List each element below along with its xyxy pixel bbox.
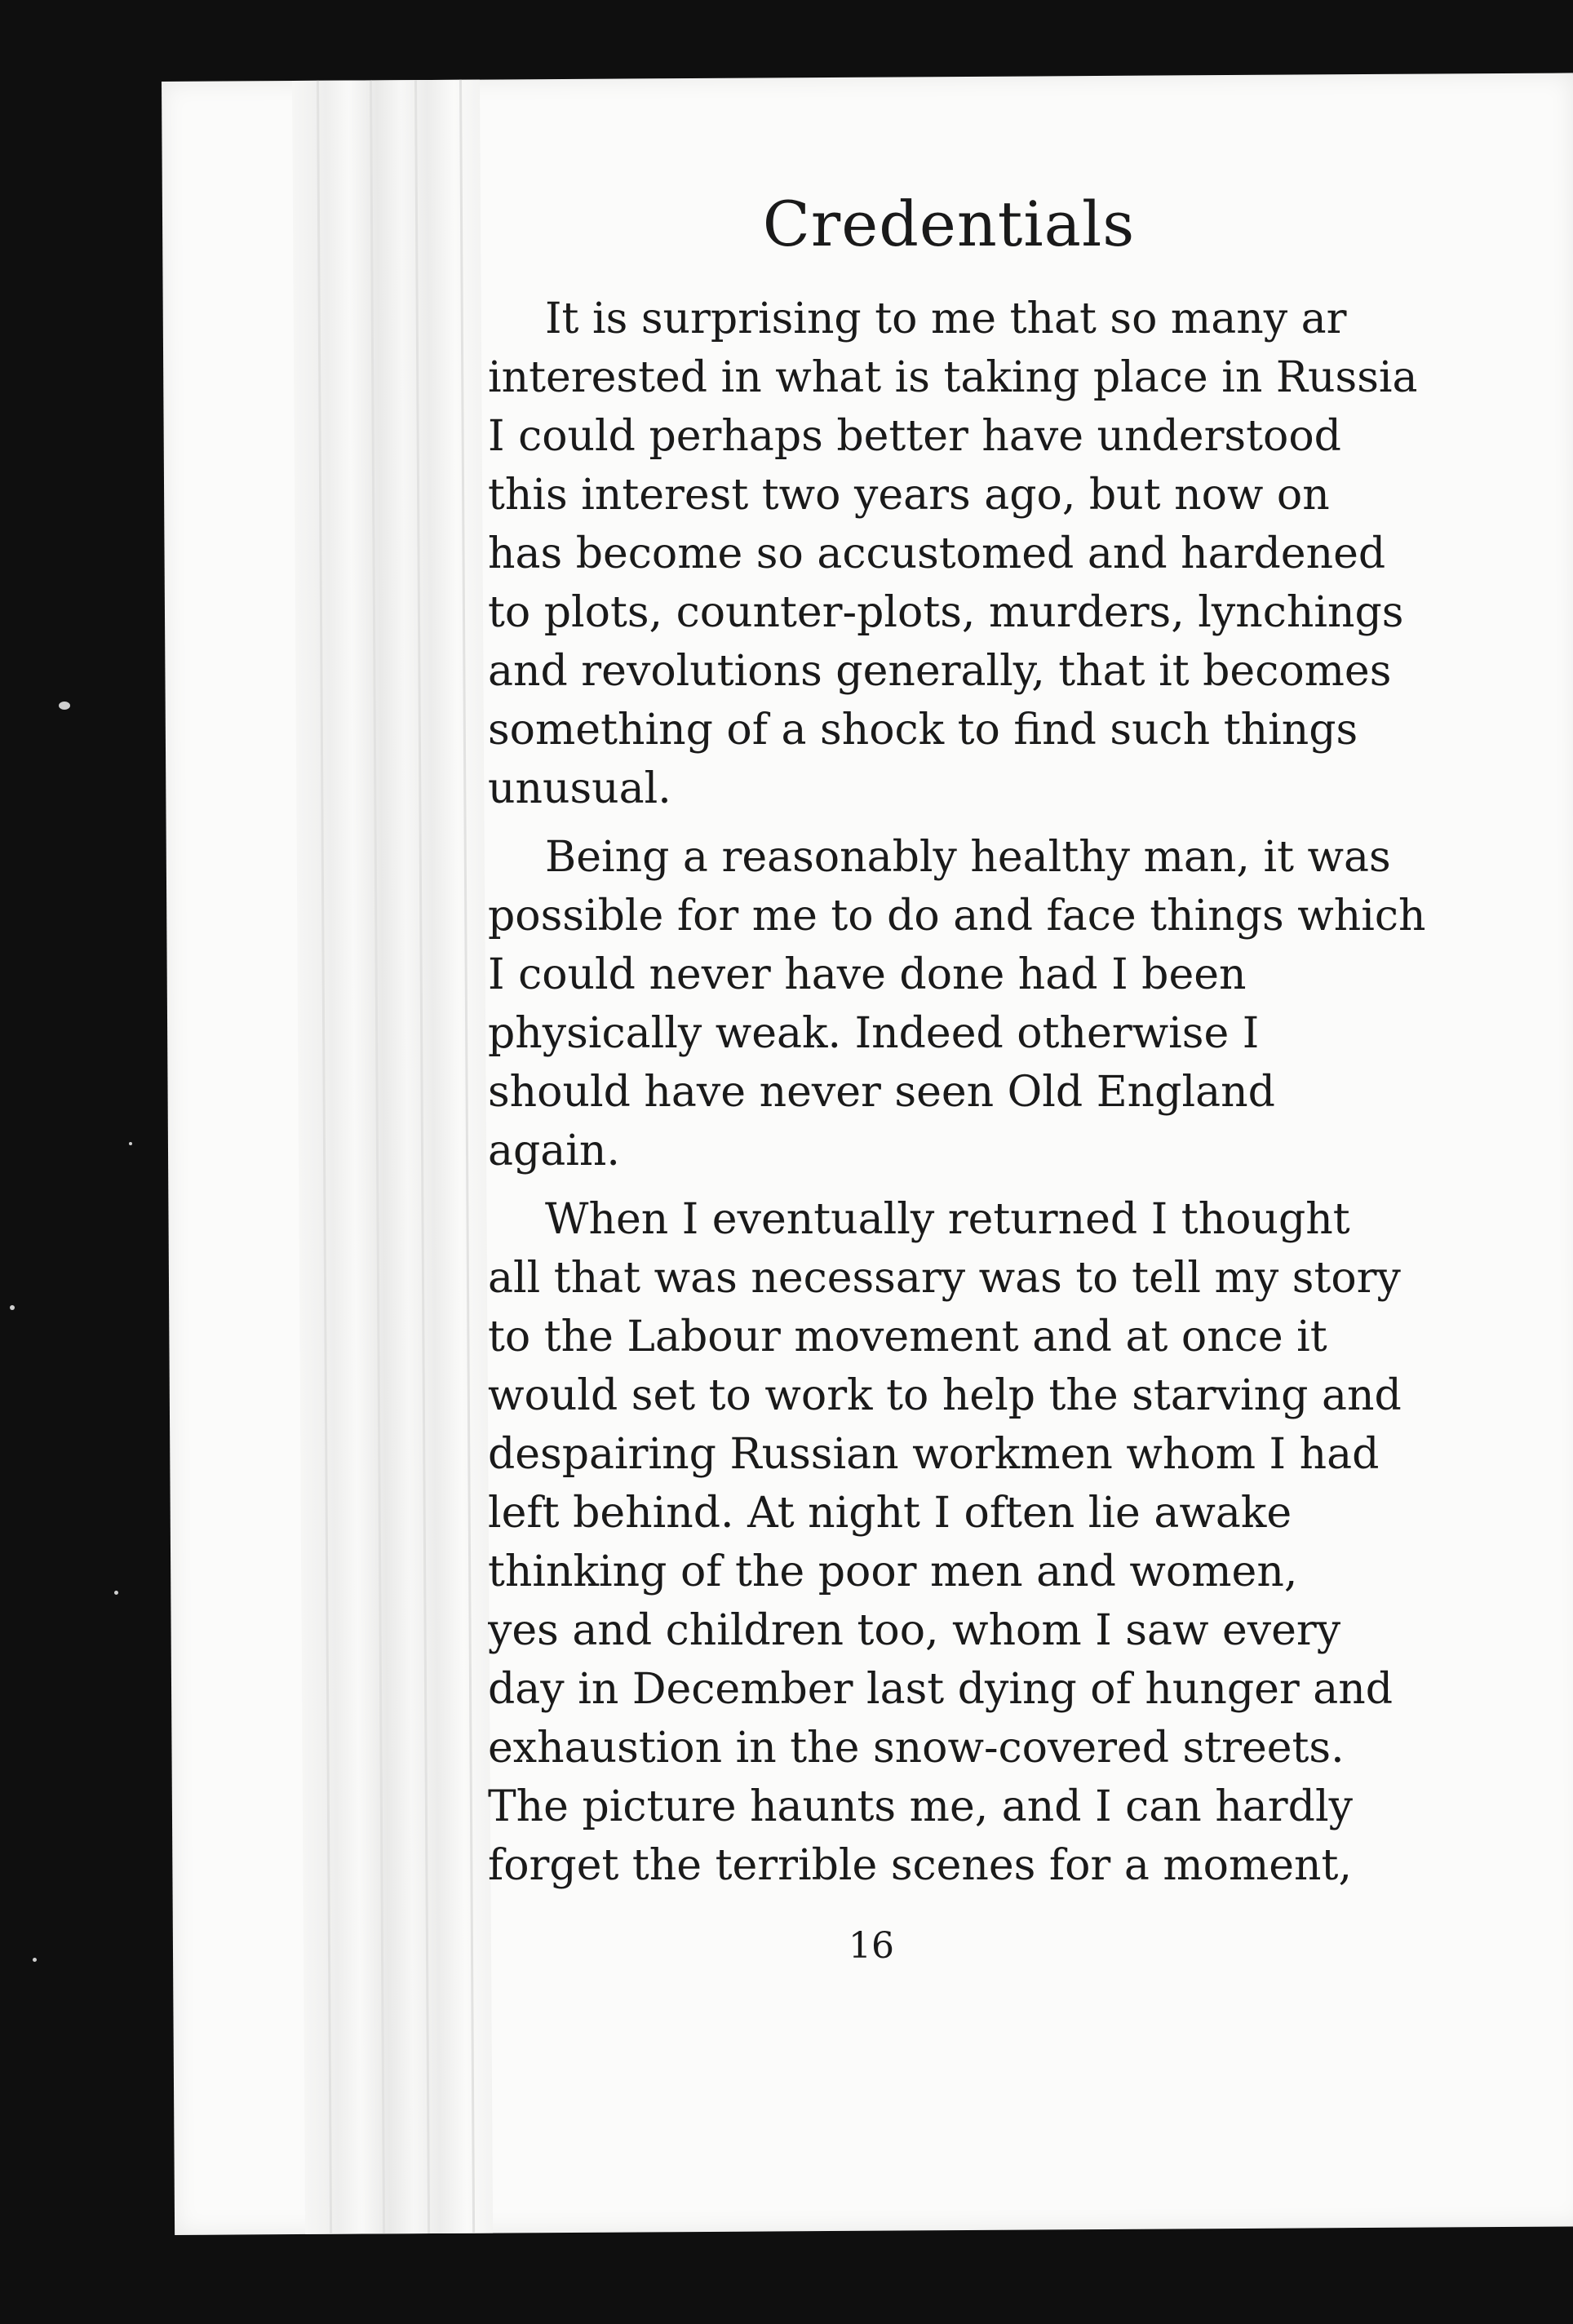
- dust-speck: [59, 702, 70, 710]
- text-line: physically weak. Indeed otherwise I: [488, 1009, 1260, 1058]
- text-line: would set to work to help the starving and: [488, 1371, 1402, 1420]
- page-text: [488, 188, 1516, 1905]
- text-line: When I eventually returned I thought: [545, 1195, 1350, 1244]
- text-line: Being a reasonably healthy man, it was: [545, 833, 1391, 882]
- text-line: I could never have done had I been: [488, 950, 1247, 999]
- text-line: this interest two years ago, but now on: [488, 471, 1330, 520]
- text-line: The picture haunts me, and I can hardly: [488, 1782, 1353, 1831]
- text-line: forget the terrible scenes for a moment,: [488, 1841, 1352, 1890]
- dust-speck: [129, 1142, 132, 1145]
- text-line: something of a shock to find such things: [488, 706, 1358, 755]
- text-line: to plots, counter-plots, murders, lynchings: [488, 588, 1404, 637]
- chapter-title: Credentials: [762, 188, 1136, 260]
- gutter-line: [370, 80, 385, 2233]
- text-line: and revolutions generally, that it becomes: [488, 647, 1392, 696]
- text-line: day in December last dying of hunger and: [488, 1665, 1394, 1714]
- text-line: yes and children too, whom I saw every: [488, 1606, 1341, 1655]
- page-number: 16: [849, 1925, 894, 1967]
- text-line: exhaustion in the snow-covered streets.: [488, 1724, 1345, 1773]
- text-line: I could perhaps better have understood: [488, 412, 1341, 461]
- dust-speck: [33, 1958, 37, 1962]
- gutter-line: [459, 80, 475, 2233]
- dust-speck: [10, 1305, 15, 1310]
- text-line: should have never seen Old England: [488, 1068, 1275, 1117]
- gutter-line: [317, 81, 332, 2234]
- dust-speck: [114, 1591, 118, 1595]
- text-line: left behind. At night I often lie awake: [488, 1489, 1292, 1538]
- text-line: all that was necessary was to tell my story: [488, 1254, 1401, 1303]
- paragraph-2: [488, 828, 1516, 1180]
- text-line: thinking of the poor men and women,: [488, 1547, 1298, 1596]
- paragraph-1: [488, 290, 1516, 818]
- page-gutter: [292, 80, 493, 2234]
- text-line: despairing Russian workmen whom I had: [488, 1430, 1380, 1479]
- text-line: interested in what is taking place in Russia: [488, 353, 1418, 402]
- text-line: It is surprising to me that so many ar: [545, 294, 1347, 343]
- gutter-line: [414, 80, 430, 2233]
- text-line: again.: [488, 1127, 620, 1175]
- paragraph-3: [488, 1190, 1516, 1895]
- text-line: unusual.: [488, 764, 671, 813]
- text-line: has become so accustomed and hardened: [488, 529, 1386, 578]
- text-line: possible for me to do and face things which: [488, 892, 1426, 941]
- text-line: to the Labour movement and at once it: [488, 1313, 1327, 1361]
